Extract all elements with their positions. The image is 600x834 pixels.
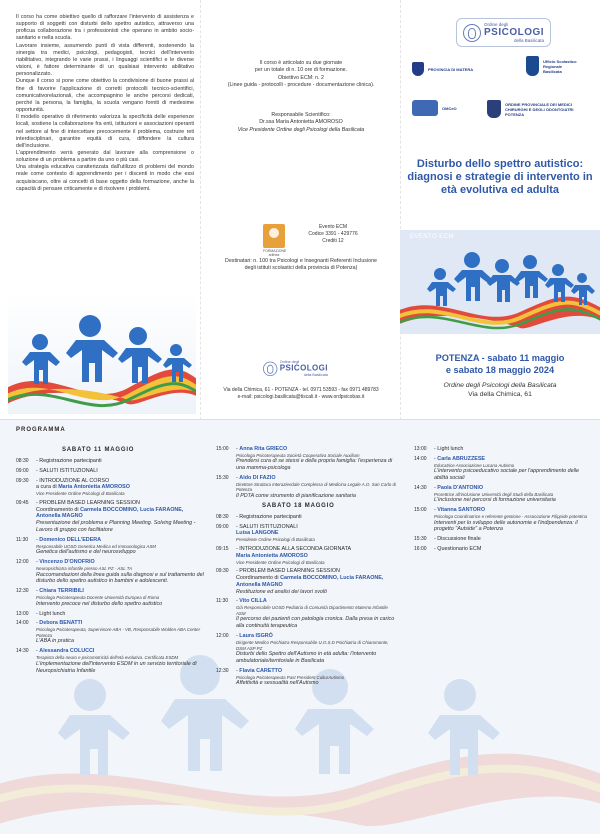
program-item — [414, 507, 592, 533]
item-sub: a cura di — [36, 484, 57, 491]
speaker-affiliation: Psicologa Psicoterapeuta Docente Università Europea di Roma — [36, 595, 160, 601]
item-text: - Discussione finale — [434, 536, 481, 543]
item-text: - — [236, 475, 238, 482]
speaker-name: Maria Antonietta AMOROSO — [236, 552, 308, 559]
item-text: - — [434, 507, 436, 514]
logo-text: ORDINE PROVINCIALE DEI MEDICI CHIRURGHI E DEGLI ODONTOIATRI POTENZA — [505, 101, 574, 117]
cover-illustration — [400, 230, 600, 334]
resp-label: Responsabile Scientifico: — [271, 112, 331, 118]
item-text: - — [236, 446, 238, 452]
venue-address: Via della Chimica, 61 — [468, 391, 532, 398]
head-profile-icon — [263, 361, 277, 375]
opsi-logo — [456, 18, 551, 47]
speaker-name: Laura ISGRÒ — [239, 633, 273, 640]
item-text: - — [36, 648, 38, 655]
item-text: - — [36, 588, 38, 595]
program-item — [414, 456, 592, 482]
talk-title: L'intervento psicoeducativo sociale per l'apprendimento delle abilità sociali — [434, 468, 579, 482]
destinatari-line: Destinatari: n. 100 tra Psicologi e Insegnanti Referenti Inclusione — [225, 258, 377, 264]
head-profile-icon — [463, 24, 481, 42]
program-item — [216, 633, 396, 665]
crest-icon — [412, 62, 424, 76]
speaker-name: Vitanna SANTORO — [437, 507, 486, 514]
item-text: - — [36, 620, 38, 627]
speaker-name: Luisa LANGONE — [236, 530, 279, 537]
speaker-affiliation: Psicologa Psicoterapeuta, Supervisore ABA - VB, Responsabile Wolden ABA Center Potenza — [36, 627, 201, 638]
item-text: - — [36, 536, 38, 543]
item-text: - Registrazione partecipanti — [236, 513, 302, 520]
speaker-name: Aldo DI FAZIO — [239, 475, 276, 482]
item-text: - Light lunch — [434, 446, 464, 452]
arithea-label: FORMAZIONE arithea — [263, 249, 287, 257]
talk-title: L'ABA in pratica — [36, 638, 74, 645]
item-time: 14:00 — [414, 455, 427, 462]
program-item — [414, 536, 592, 543]
item-text: - Light lunch — [36, 610, 66, 617]
talk-title: Affettività e sessualità nell'Autismo — [236, 680, 319, 687]
program-item — [16, 620, 206, 645]
item-text: - — [236, 633, 238, 640]
talk-title: Disturbi dello Spettro dell'Autismo in età adulta: l'intervento ambulatoriale/territoriale in Basilicata — [236, 651, 377, 664]
autism-figures-illustration — [8, 292, 196, 414]
event-title: Disturbo dello spettro autistico: diagnosi e strategie di intervento in età evolutiva ed adulta — [407, 158, 593, 196]
speaker-affiliation: Già Responsabile UOSD Pediatria di Comunità Dipartimento Materno Infantile ASM — [236, 605, 388, 616]
program-item — [414, 546, 592, 553]
logo-text: Ufficio Scolastico Regionale Basilicata — [543, 58, 577, 74]
item-time: 15:30 — [414, 536, 427, 543]
item-time: 08:30 — [16, 457, 29, 464]
program-column-1 — [16, 444, 206, 677]
speaker-name: Anna Rita GRIECO — [239, 446, 288, 452]
program-item — [216, 668, 396, 687]
program-item — [216, 598, 396, 630]
opsi-line1: Ordine degli — [484, 22, 509, 27]
talk-title: Il PDTA come strumento di pianificazione sanitaria — [236, 493, 356, 500]
item-text: - SALUTI ISTITUZIONALI — [36, 467, 98, 474]
course-info-line: Obiettivo ECM: n. 2 — [278, 74, 324, 81]
logo-text: PROVINCIA DI MATERA — [428, 66, 474, 72]
item-sub: Coordinamento di — [36, 506, 79, 513]
speaker-affiliation: Vice Presidente Ordine Psicologi di Basilicata — [36, 491, 125, 497]
odontoiatri-logo — [487, 100, 583, 118]
opsi-line2: PSICOLOGI — [484, 27, 545, 38]
speaker-affiliation: Psicologa Psicoterapeuta Società Cooperativa Sociale Auxilium — [236, 452, 360, 458]
item-text: - Registrazione partecipanti — [36, 457, 102, 464]
program-item — [414, 446, 592, 453]
item-time: 15:00 — [216, 446, 229, 452]
speaker-affiliation: Terapista della neuro e psicomotricità dell'età evolutiva. Certificata ESDM — [36, 655, 179, 661]
speaker-name: Carmela BOCCOMINO, Lucia FARAONE, Antonella MAGNO — [236, 575, 384, 588]
talk-title: L'inclusione nei percorsi di formazione universitaria — [434, 497, 556, 504]
program-column-3 — [414, 446, 592, 556]
opsi-line2: PSICOLOGI — [279, 364, 328, 373]
item-time: 16:00 — [414, 546, 427, 553]
speaker-name: Chiara TERRIBILI — [39, 588, 84, 595]
speaker-affiliation: Responsabile UOSD Genetica Medica ed Immunologica ASM — [36, 543, 156, 549]
course-info-line: (Linee guida - protocolli - procedure - documentazione clinica). — [227, 82, 375, 89]
speaker-affiliation: Prorettrice all'inclusione Università degli Studi della Basilicata — [434, 491, 554, 497]
provincia-matera-logo — [412, 62, 473, 76]
item-text: - — [434, 484, 436, 491]
opsi-line3: della Basilicata — [303, 372, 328, 377]
item-time: 13:00 — [16, 610, 29, 617]
item-time: 09:15 — [216, 545, 229, 552]
item-text: - INTRODUZIONE AL CORSO — [36, 477, 110, 484]
program-item — [216, 546, 396, 565]
item-time: 12:30 — [216, 667, 229, 674]
speaker-affiliation: Direttore Struttura Interaziendale Complessa di Medicina Legale A.O. San Carlo di Potenza — [236, 481, 396, 493]
talk-title: Raccomandazioni della linea guida sulla diagnosi e sul trattamento del disturbo dello spettro autistico in bambini e adolescenti. — [36, 571, 204, 585]
contact-address: Via della Chimica, 61 - POTENZA - tel. 0971 53593 - fax 0971 489783 — [223, 387, 379, 393]
date-line: POTENZA - sabato 11 maggio — [435, 353, 565, 363]
info-panel — [200, 0, 400, 420]
course-info-line: Il corso è articolato su due giornate — [259, 60, 343, 66]
item-time: 12:00 — [16, 559, 29, 566]
contacts — [201, 387, 401, 402]
program-item — [16, 500, 206, 534]
program-item — [16, 559, 206, 585]
program-item — [16, 611, 206, 618]
intro-paragraph: Lavorare insieme, assumendo punti di vista differenti, sostenendo la sinergia tra medici, psicologi, pedagogisti, tecnici dell'intervento riabilitativo, integrando le varie prassi, i linguaggi scientifici e le diverse visioni, è fattore determinante di un qualsiasi intervento abilitativo personalizzato. — [16, 42, 194, 78]
item-text: - Questionario ECM — [434, 546, 482, 553]
intro-paragraph: L'apprendimento verrà generato dal lavorare alla comprensione o soluzione di un problema a partire da uno o più casi. — [16, 149, 194, 164]
item-time: 11:30 — [216, 598, 229, 605]
item-time: 12:00 — [216, 633, 229, 640]
usr-logo — [526, 56, 581, 76]
day-heading: SABATO 18 MAGGIO — [262, 502, 335, 509]
program-heading: PROGRAMMA — [16, 427, 66, 433]
item-time: 09:45 — [16, 499, 29, 506]
talk-title: Il percorso dei pazienti con patologia cronica. Dalla presa in carico alla continuità terapeutica — [236, 616, 395, 630]
course-info-line: per un totale di n. 10 ore di formazione. — [254, 67, 348, 74]
speaker-affiliation: Psicologa Coordinatrice e referente gestione - Associazione Filippide potentina — [434, 514, 588, 520]
talk-title: Genetica dell'autismo e del neurosviluppo — [36, 549, 136, 556]
speaker-affiliation: Presidente Ordine Psicologi di Basilicata — [236, 537, 315, 543]
ecm-code: Codice 3391 - 429776 — [308, 231, 358, 237]
item-time: 09:30 — [16, 477, 29, 484]
opsi-line1: Ordine degli — [279, 360, 300, 364]
speaker-affiliation: Vice Presidente Ordine Psicologi di Basilicata — [236, 559, 325, 565]
program-item — [216, 524, 396, 543]
speaker-affiliation: Educatrice Associazione Lucana Autismo — [434, 462, 515, 468]
opsi-logo-small — [263, 360, 328, 377]
talk-title: Interventi per lo sviluppo delle autonomie e l'indipendenza: il progetto "Autside" a Potenza — [434, 519, 578, 533]
program-item — [16, 478, 206, 497]
item-text: - — [236, 598, 238, 605]
talk-title: Prendersi cura di se stessi e della propria famiglia: l'esperienza di una mamma-psicologa — [236, 458, 393, 472]
talk-title: Presentazione del problema e Planning Meeting. Solving Meeting - Lavoro di gruppo con facilitatore — [36, 520, 196, 534]
item-time: 09:30 — [216, 568, 229, 575]
program-item — [16, 468, 206, 475]
program-item — [16, 648, 206, 674]
resp-name: Dr.ssa Maria Antonietta AMOROSO — [259, 119, 343, 126]
event-venue — [400, 381, 600, 399]
program-item — [216, 446, 396, 472]
intro-paragraph: Una strategia educativa caratterizzata dall'utilizzo di problemi del mondo reale come contesto di apprendimento per i discenti in modo che essi acquisiscano, oltre ai concetti di base oggetto della formazione, anche la capacità di pensare criticamente e di risolvere i problemi. — [16, 164, 194, 192]
speaker-name: Alessandra COLUCCI — [39, 648, 95, 655]
item-time: 15:30 — [216, 475, 229, 482]
intro-text — [16, 14, 194, 193]
speaker-affiliation: Psicologa Psicoterapeuta Past President CulturAutismo — [236, 674, 345, 680]
intro-paragraph: Il corso ha come obiettivo quello di rafforzare l'intervento di assistenza e supporto di soggetti con disturbi dello spettro autistico, attraverso una proficua collaborazione tra i professionisti che operano in ambito socio-sanitario e nella scuola. — [16, 14, 194, 42]
speaker-name: Debora BENATTI — [39, 620, 83, 627]
destinatari — [201, 258, 401, 273]
talk-title: Intervento precoce nel disturbo dello spettro autistico — [36, 600, 163, 607]
item-text: - — [434, 455, 436, 462]
intro-panel — [0, 0, 200, 420]
brochure-program — [0, 420, 600, 834]
ecm-credits: Crediti 12 — [322, 238, 344, 244]
program-item — [216, 475, 396, 500]
date-line: e sabato 18 maggio 2024 — [445, 365, 555, 375]
day-heading: SABATO 11 MAGGIO — [62, 447, 135, 453]
item-time: 08:30 — [216, 513, 229, 520]
ecm-info — [293, 224, 373, 245]
item-time: 13:00 — [414, 446, 427, 452]
talk-title: Restituzione ed analisi dei lavori svolti — [236, 588, 327, 595]
logo-text: OMCeO — [442, 105, 457, 111]
item-time: 12:30 — [16, 588, 29, 595]
speaker-name: Vito CILLA — [239, 598, 267, 605]
scientific-responsible — [201, 112, 401, 134]
destinatari-line: degli istituti scolastici della provincia di Potenza) — [244, 265, 358, 272]
speaker-name: Paola D'ANTONIO — [437, 484, 484, 491]
omceo-mark-icon — [412, 100, 438, 116]
item-text: - PROBLEM BASED LEARNING SESSION — [236, 568, 340, 575]
program-item — [216, 568, 396, 595]
item-time: 11:30 — [16, 536, 29, 543]
item-text: - PROBLEM BASED LEARNING SESSION — [36, 499, 140, 506]
program-item — [16, 458, 206, 465]
speaker-name: Carmela BOCCOMINO, Lucia FARAONE, Antonella MAGNO — [36, 506, 184, 520]
program-item — [16, 537, 206, 556]
item-text: - SALUTI ISTITUZIONALI — [236, 523, 298, 530]
program-item — [414, 485, 592, 504]
program-item — [16, 588, 206, 607]
talk-title: L'implementazione dell'intervento ESDM in un servizio territoriale di Neuropsichiatria Infantile — [36, 660, 197, 674]
ecm-title: Evento ECM — [318, 224, 348, 230]
item-sub: Coordinamento di — [236, 575, 279, 581]
evento-ecm-label: EVENTO ECM — [410, 233, 454, 240]
item-time: 14:30 — [16, 648, 29, 655]
item-text: - — [236, 667, 238, 674]
item-time: 14:30 — [414, 484, 427, 491]
crest-icon — [487, 100, 501, 118]
item-time: 15:00 — [414, 507, 427, 514]
opsi-line3: della Basilicata — [514, 38, 545, 43]
item-time: 14:00 — [16, 620, 29, 627]
arithea-logo-icon — [263, 224, 285, 248]
item-text: - — [36, 559, 38, 566]
contact-email: e-mail: psicologi.basilicata@tiscali.it - www.ordpsicobas.it — [237, 394, 365, 401]
program-item — [216, 514, 396, 521]
speaker-name: Domenico DELL'EDERA — [39, 536, 102, 543]
item-time: 09:00 — [16, 467, 29, 474]
crest-icon — [526, 56, 539, 76]
program-column-2 — [216, 446, 396, 690]
item-text: - INTRODUZIONE ALLA SECONDA GIORNATA — [236, 545, 352, 552]
speaker-name: Flavia CARETTO — [239, 667, 283, 674]
intro-paragraph: Il modello operativo di riferimento valorizza la specificità delle esperienze locali, sostiene la collaborazione fra enti, istituzioni e associazioni operanti nel settore al fine di intercettare precocemente il problema, costruire reti interdisciplinari, garantire equità di cura, diffondere la cultura dell'inclusione. — [16, 114, 194, 149]
speaker-affiliation: Dirigente Medico Psichiatra Responsabile U.O.S.D Psichiatria di Chiaromonte, DSM ASP PZ — [236, 639, 389, 651]
speaker-name: Vincenzo D'ONOFRIO — [39, 559, 95, 566]
venue-name: Ordine degli Psicologi della Basilicata — [443, 382, 557, 389]
resp-role: Vice Presidente Ordine degli Psicologi della Basilicata — [237, 126, 365, 133]
omceo-logo — [412, 100, 457, 116]
intro-paragraph: Dunque il corso si pone come obiettivo la condivisione di buone prassi al fine di favorire l'applicazione di corretti protocolli tecnico-scientifici, comunicativorelazionali, che accompagnino le anche percorsi dedicati, perché la persona, la famiglia, la scuola vengano forniti di medesime opportunità. — [16, 78, 194, 114]
item-time: 09:00 — [216, 523, 229, 530]
event-dates — [400, 352, 600, 376]
speaker-name: Maria Antonietta AMOROSO — [58, 484, 130, 491]
course-info — [201, 60, 401, 90]
speaker-affiliation: Neuropsichiatra infantile presso ASL PZ - ASL TA — [36, 566, 133, 572]
speaker-name: Carla ABRUZZESE — [437, 455, 486, 462]
